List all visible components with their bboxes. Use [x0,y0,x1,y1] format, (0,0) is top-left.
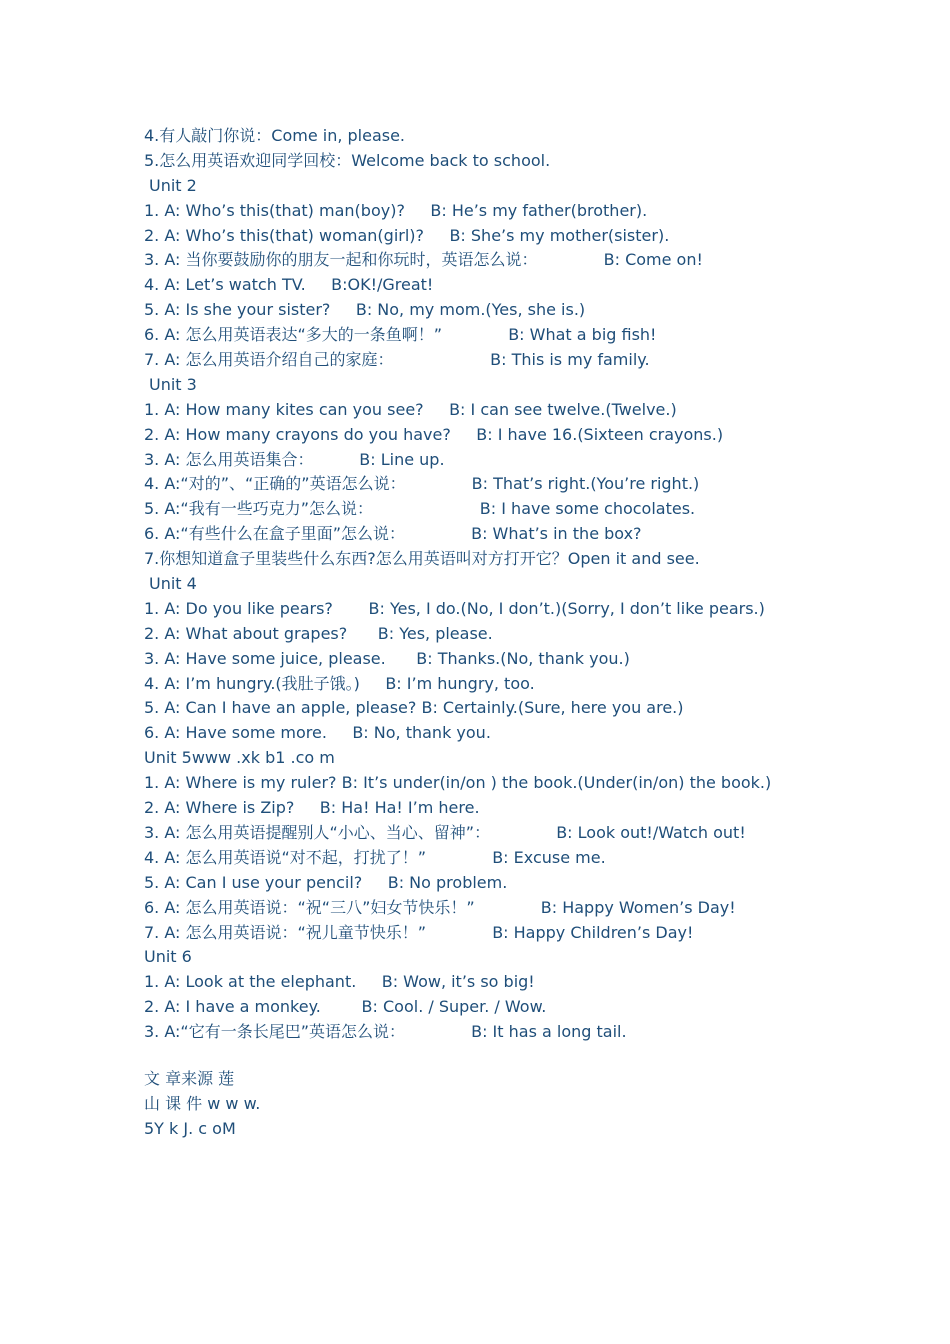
dialogue-line: 1. A: Where is my ruler? B: It’s under(in/on ) the book.(Under(in/on) the book.) [144,773,772,793]
dialogue-line: 5. A: Can I use your pencil? B: No problem. [144,872,508,892]
unit-heading: Unit 4 [149,574,197,594]
dialogue-line: 4. A: I’m hungry.(我肚子饿。) B: I’m hungry, too. [144,673,535,693]
dialogue-line: 6. A:“有些什么在盒子里面”怎么说： B: What’s in the box? [144,524,642,544]
blank-gap [144,1045,924,1066]
dialogue-line: 2. A: Where is Zip? B: Ha! Ha! I’m here. [144,798,480,818]
dialogue-line: 3. A: 怎么用英语提醒别人“小心、当心、留神”： B: Look out!/Watch out! [144,822,746,842]
dialogue-line: 5. A: Is she your sister? B: No, my mom.(Yes, she is.) [144,300,586,320]
dialogue-line: 1. A: How many kites can you see? B: I can see twelve.(Twelve.) [144,399,677,419]
unit-heading: Unit 5www .xk b1 .co m [144,748,335,768]
dialogue-line: 2. A: Who’s this(that) woman(girl)? B: She’s my mother(sister). [144,225,670,245]
source-footer [144,1066,924,1141]
dialogue-line: 5. A: Can I have an apple, please? B: Certainly.(Sure, here you are.) [144,698,684,718]
dialogue-line: 6. A: 怎么用英语说：“祝“三八”妇女节快乐！” B: Happy Women’s Day! [144,897,736,917]
dialogue-line: 4.有人敲门你说：Come in, please. [144,126,406,145]
footer-line-2: 山 课 件 w w w. [144,1093,261,1113]
dialogue-line: 7.你想知道盒子里装些什么东西?怎么用英语叫对方打开它？Open it and see. [144,549,700,569]
dialogue-line: 7. A: 怎么用英语说：“祝儿童节快乐！” B: Happy Children’s Day! [144,922,694,942]
dialogue-line: 1. A: Who’s this(that) man(boy)? B: He’s my father(brother). [144,200,648,220]
document-body [144,124,924,1141]
dialogue-line: 1. A: Do you like pears? B: Yes, I do.(No, I don’t.)(Sorry, I don’t like pears.) [144,598,765,618]
dialogue-line: 3. A: 怎么用英语集合： B: Line up. [144,449,445,469]
dialogue-line: 3. A: Have some juice, please. B: Thanks.(No, thank you.) [144,648,630,668]
dialogue-line: 5.怎么用英语欢迎同学回校：Welcome back to school. [144,150,551,170]
dialogue-line: 3. A:“它有一条长尾巴”英语怎么说： B: It has a long tail. [144,1022,627,1042]
dialogue-line: 4. A:“对的”、“正确的”英语怎么说： B: That’s right.(You’re right.) [144,474,700,494]
unit-heading: Unit 6 [144,947,192,967]
footer-line-3: 5Y k J. c oM [144,1118,236,1138]
lesson-lines [144,124,924,1045]
dialogue-line: 1. A: Look at the elephant. B: Wow, it’s so big! [144,972,535,992]
dialogue-line: 2. A: I have a monkey. B: Cool. / Super. / Wow. [144,997,547,1017]
dialogue-line: 6. A: Have some more. B: No, thank you. [144,723,491,743]
dialogue-line: 2. A: What about grapes? B: Yes, please. [144,623,493,643]
dialogue-line: 4. A: 怎么用英语说“对不起，打扰了！” B: Excuse me. [144,847,606,867]
unit-heading: Unit 3 [149,374,197,394]
dialogue-line: 7. A: 怎么用英语介绍自己的家庭： B: This is my family. [144,350,650,370]
footer-line-1: 文 章来源 莲 [144,1068,235,1088]
dialogue-line: 2. A: How many crayons do you have? B: I have 16.(Sixteen crayons.) [144,424,724,444]
dialogue-line: 4. A: Let’s watch TV. B:OK!/Great! [144,275,434,295]
dialogue-line: 5. A:“我有一些巧克力”怎么说： B: I have some chocolates. [144,499,696,519]
dialogue-line: 6. A: 怎么用英语表达“多大的一条鱼啊！” B: What a big fish! [144,325,657,345]
unit-heading: Unit 2 [149,175,197,195]
dialogue-line: 3. A: 当你要鼓励你的朋友一起和你玩时，英语怎么说： B: Come on! [144,250,703,270]
